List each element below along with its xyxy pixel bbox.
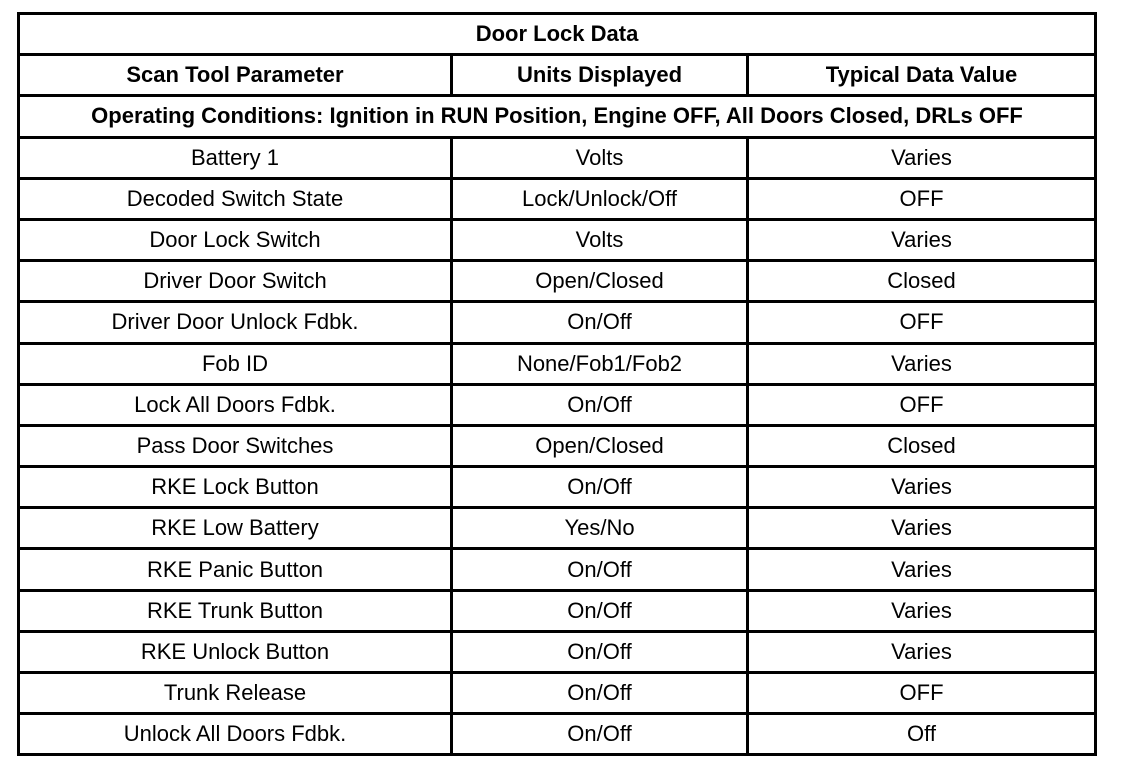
- units-cell: On/Off: [452, 467, 748, 508]
- units-cell: Volts: [452, 219, 748, 260]
- operating-conditions: Operating Conditions: Ignition in RUN Position, Engine OFF, All Doors Closed, DRLs OFF: [19, 96, 1096, 137]
- parameter-cell: RKE Trunk Button: [19, 590, 452, 631]
- value-cell: OFF: [748, 384, 1096, 425]
- table-row: [19, 384, 1096, 425]
- header-units-displayed: Units Displayed: [452, 55, 748, 96]
- parameter-cell: RKE Unlock Button: [19, 631, 452, 672]
- parameter-cell: Fob ID: [19, 343, 452, 384]
- door-lock-data-table: [17, 12, 1097, 756]
- table-row: [19, 631, 1096, 672]
- header-row: [19, 55, 1096, 96]
- units-cell: On/Off: [452, 673, 748, 714]
- units-cell: Yes/No: [452, 508, 748, 549]
- table-row: [19, 508, 1096, 549]
- value-cell: Off: [748, 714, 1096, 755]
- units-cell: Open/Closed: [452, 261, 748, 302]
- table-row: [19, 302, 1096, 343]
- units-cell: On/Off: [452, 549, 748, 590]
- parameter-cell: RKE Panic Button: [19, 549, 452, 590]
- units-cell: On/Off: [452, 631, 748, 672]
- parameter-cell: Lock All Doors Fdbk.: [19, 384, 452, 425]
- parameter-cell: Decoded Switch State: [19, 178, 452, 219]
- table-row: [19, 549, 1096, 590]
- value-cell: Closed: [748, 261, 1096, 302]
- value-cell: OFF: [748, 178, 1096, 219]
- title-row: [19, 14, 1096, 55]
- parameter-cell: RKE Low Battery: [19, 508, 452, 549]
- table-row: [19, 467, 1096, 508]
- parameter-cell: Trunk Release: [19, 673, 452, 714]
- table-row: [19, 261, 1096, 302]
- units-cell: On/Off: [452, 302, 748, 343]
- value-cell: Varies: [748, 137, 1096, 178]
- value-cell: Varies: [748, 467, 1096, 508]
- table-title: Door Lock Data: [19, 14, 1096, 55]
- value-cell: Varies: [748, 343, 1096, 384]
- table-row: [19, 343, 1096, 384]
- value-cell: OFF: [748, 302, 1096, 343]
- table-body: [19, 137, 1096, 755]
- table-row: [19, 673, 1096, 714]
- table-row: [19, 137, 1096, 178]
- value-cell: Varies: [748, 508, 1096, 549]
- table-row: [19, 714, 1096, 755]
- value-cell: Varies: [748, 549, 1096, 590]
- header-typical-data-value: Typical Data Value: [748, 55, 1096, 96]
- table-row: [19, 590, 1096, 631]
- parameter-cell: Unlock All Doors Fdbk.: [19, 714, 452, 755]
- parameter-cell: Battery 1: [19, 137, 452, 178]
- units-cell: Volts: [452, 137, 748, 178]
- value-cell: OFF: [748, 673, 1096, 714]
- parameter-cell: Driver Door Switch: [19, 261, 452, 302]
- table-row: [19, 219, 1096, 260]
- value-cell: Closed: [748, 425, 1096, 466]
- parameter-cell: Driver Door Unlock Fdbk.: [19, 302, 452, 343]
- value-cell: Varies: [748, 219, 1096, 260]
- parameter-cell: Door Lock Switch: [19, 219, 452, 260]
- value-cell: Varies: [748, 631, 1096, 672]
- table-row: [19, 425, 1096, 466]
- header-scan-tool-parameter: Scan Tool Parameter: [19, 55, 452, 96]
- units-cell: On/Off: [452, 714, 748, 755]
- units-cell: On/Off: [452, 384, 748, 425]
- units-cell: None/Fob1/Fob2: [452, 343, 748, 384]
- parameter-cell: Pass Door Switches: [19, 425, 452, 466]
- parameter-cell: RKE Lock Button: [19, 467, 452, 508]
- conditions-row: [19, 96, 1096, 137]
- units-cell: On/Off: [452, 590, 748, 631]
- units-cell: Open/Closed: [452, 425, 748, 466]
- value-cell: Varies: [748, 590, 1096, 631]
- table-row: [19, 178, 1096, 219]
- units-cell: Lock/Unlock/Off: [452, 178, 748, 219]
